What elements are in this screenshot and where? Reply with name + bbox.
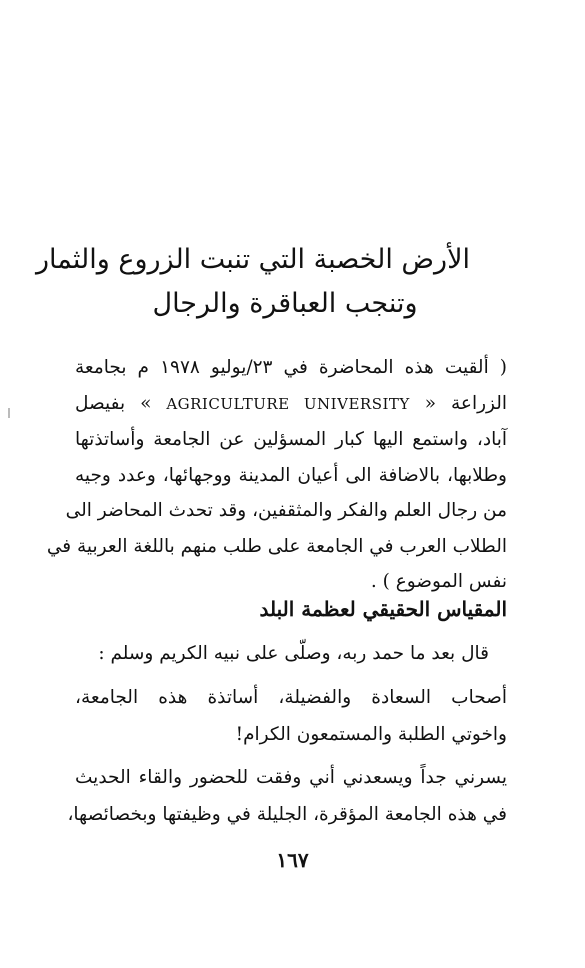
paragraph-1 [77, 635, 489, 672]
university-name-latin: AGRICULTURE UNIVERSITY [166, 394, 410, 413]
intro-line-3: آباد، واستمع اليها كبار المسؤلين عن الجامعة وأساتذتها [75, 429, 507, 450]
intro-line-7: نفس الموضوع ) . [370, 571, 507, 592]
section-heading: المقياس الحقيقي لعظمة البلد [259, 597, 507, 621]
intro-line-6: الطلاب العرب في الجامعة على طلب منهم باللغة العربية في [46, 535, 507, 557]
chapter-title [36, 238, 470, 326]
paragraph-2 [75, 679, 507, 753]
intro-line-4: وطلابها، بالاضافة الى أعيان المدينة ووجهائها، وعدد وجيه [75, 464, 507, 486]
paragraph-3-line-1: يسرني جداً ويسعدني أني وفقت للحضور والقاء الحديث [75, 767, 507, 788]
intro-line-2-start: الزراعة « [424, 392, 508, 414]
paragraph-3-line-2: في هذه الجامعة المؤقرة، الجليلة في وظيفتها وبخصائصها، [67, 804, 507, 825]
chapter-title-line-1: الأرض الخصبة التي تنبت الزروع والثمار [36, 244, 470, 275]
intro-line-1: ( ألقيت هذه المحاضرة في ٢٣/يوليو ١٩٧٨ م بجامعة [75, 357, 507, 378]
intro-line-2-end: » بفيصل [75, 392, 152, 414]
paragraph-3 [67, 759, 507, 833]
paragraph-1-line-1: قال بعد ما حمد ربه، وصلّى على نبيه الكريم وسلم : [98, 643, 489, 664]
chapter-title-line-2: وتنجب العباقرة والرجال [152, 288, 418, 319]
page-number: ١٦٧ [276, 848, 309, 872]
intro-line-2 [75, 386, 507, 423]
intro-line-5: من رجال العلم والفكر والمثقفين، وقد تحدث المحاضر الى [65, 500, 507, 521]
paragraph-2-line-1: أصحاب السعادة والفضيلة، أساتذة هذه الجامعة، [75, 687, 507, 708]
paragraph-2-line-2: واخوتي الطلبة والمستمعون الكرام! [235, 724, 507, 745]
intro-note [46, 350, 508, 600]
scan-mark [8, 408, 10, 418]
